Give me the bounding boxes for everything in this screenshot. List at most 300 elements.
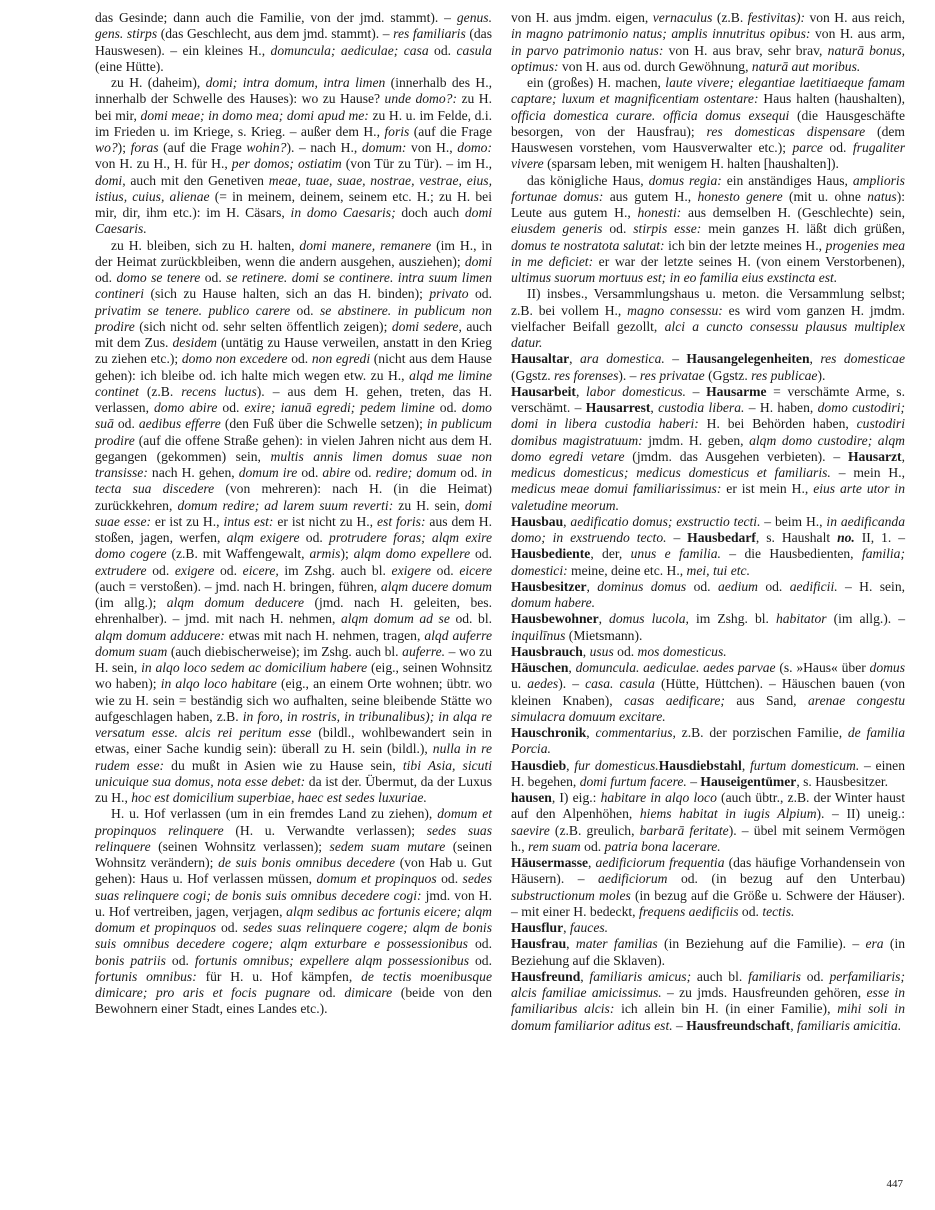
text-run: , [575,383,587,399]
headword: Hausbewohner [511,611,599,627]
latin-phrase: domus lucola, [609,611,689,627]
text-run: , [582,643,590,659]
latin-phrase: domo non excedere [181,351,288,367]
latin-phrase: magno consessu: [627,302,723,318]
latin-phrase: in parvo patrimonio natus: [511,42,664,58]
text-run: – einen H. begehen, [511,757,905,789]
headword: Häusermasse [511,855,589,870]
latin-phrase: domo: [457,140,493,155]
text-run: od. [456,465,482,480]
text-run: (Ggstz. [511,367,555,383]
text-run: er ist mein H., [721,481,814,497]
text-run: , [566,936,576,952]
text-run: – mein H., [830,465,905,480]
text-run: Haus halten (haushalten), [758,91,906,107]
text-run: od. [434,400,462,415]
text-run: (in Beziehung auf die Sklaven). [511,936,906,968]
latin-phrase: eius arte utor in valetudine meorum. [511,481,905,513]
text-run: , [566,757,575,773]
latin-phrase: perfamiliaris; alcis familiae amicissimus. [511,968,905,1000]
latin-phrase: se retinere. domi se continere. intra suum limen contineri [95,270,492,302]
latin-phrase: ultimus suorum mortuus est; in eo familia eius exstincta est. [511,270,838,285]
latin-phrase: arenae congestu simulacra domuum excitare. [511,692,905,724]
latin-phrase: domi furtum facere. [579,773,687,789]
text-run: (auch = verstoßen). – jmd. nach H. bringen, führen, [95,578,381,594]
text-run: (auch übtr., z.B. der Winter haust auf den Alpenhöhen, [511,790,906,822]
latin-phrase: alqm sedibus ac fortunis eicere; alqm domum et propinquos [95,903,492,935]
text-run: ). – aus dem H. gehen, treten, das H. verlassen, [95,383,492,415]
text-run: , [741,757,750,773]
text-run: (von Tür zu Tür). – im H., [341,156,492,172]
entry-paragraph [511,286,905,351]
latin-phrase: domi [464,253,492,269]
text-run: – beim H., [760,513,827,529]
latin-phrase: familiaris [748,968,801,984]
latin-phrase: dimicare [344,985,393,1000]
text-run: od. [738,903,763,919]
text-run: , I) eig.: [551,790,601,805]
text-run: od. [310,985,345,1000]
latin-phrase: ara domestica. [579,351,665,367]
text-run: , [568,660,576,675]
text-run: (von mehreren): nach H. (in die Heimat) zurückkehren, [95,481,492,513]
dictionary-entry [511,725,905,758]
page-number: 447 [886,1178,903,1190]
text-run: – [686,773,701,789]
text-run: od. [216,920,243,935]
latin-phrase: inquilīnus [511,627,566,643]
headword: Hausarrest [585,400,651,415]
text-run: zu H. u. im Felde, d.i. im Frieden u. im Kriege, s. Krieg. – außer dem H., [95,107,492,139]
text-run: (im allg.); [95,595,167,610]
latin-phrase: officia domestica curare. officia domus exsequi [511,107,790,123]
text-run: od. [436,871,463,887]
latin-phrase: frequens aedificiis [638,903,739,919]
latin-phrase: alqm domo custodire; alqm domo egredi vetare [511,432,905,464]
headword: Hausbediente [511,546,591,562]
text-run: (sparsam leben, mit wenigem H. halten [haushalten]). [543,156,839,172]
latin-phrase: sedes suas relinquere [95,822,492,854]
latin-phrase: tibi Asia, sicuti unicuique sua domus, nota esse debet: [95,757,493,789]
latin-phrase: domi suae esse: [95,497,492,529]
latin-phrase: wo? [95,140,118,155]
text-run: od. [299,530,330,545]
text-run: (untätig zu Hause verweilen, anstatt in den Krieg zu ziehen etc.); [95,335,492,367]
latin-phrase: in tecta sua discedere [95,465,492,497]
latin-phrase: honesti: [637,205,682,220]
latin-phrase: domuncula. aediculae. aedes parvae [575,660,776,675]
text-run: , [901,448,905,464]
latin-phrase: auferre. [402,643,446,659]
text-run: od. [757,578,790,594]
headword: Hausfreund [511,968,581,984]
latin-phrase: casas aedificare; [624,692,725,708]
text-run: – H. haben, [744,400,818,415]
text-run: von H. aus od. durch Gewöhnung, [558,58,752,74]
latin-phrase: honesto genere [697,188,783,204]
latin-phrase: fauces. [569,920,609,935]
headword: Hausarme [706,383,767,399]
latin-phrase: era [865,936,884,952]
text-run: – [666,530,688,545]
latin-phrase: domo custodiri; domi in libera custodia haberi: [511,400,906,432]
latin-phrase: familiaris amicitia. [797,1017,902,1033]
latin-phrase: aedificiorum [597,871,668,887]
latin-phrase: fortunis omnibus: [95,968,197,984]
text-run: – zu jmds. Hausfreunden gehören, [661,985,867,1000]
latin-phrase: alqd me limine continet [95,367,493,399]
text-run: od. [287,351,312,367]
text-run: od. [214,562,243,578]
latin-phrase: desidem [172,335,217,350]
latin-phrase: eicere, [242,562,279,578]
text-run: , [586,725,596,740]
text-run: ich allein bin H. (in einer Familie), [614,1001,838,1017]
text-run: von H. aus arm, [810,26,905,42]
text-run: mein ganzes H. läßt dich grüßen, [701,221,905,237]
text-run: , [580,968,590,984]
text-run: od. [469,952,492,968]
latin-phrase: meae, tuae, suae, nostrae, vestrae, eius, istius, cuius, alienae [95,172,492,204]
text-run: (z.B. mit Waffengewalt, [166,546,310,562]
text-run: od. [217,400,245,415]
text-run: (das häufige Vorhandensein von Häusern). – [511,855,906,887]
latin-phrase: sedem suam mutare [329,838,446,854]
text-run: , auch mit dem Zus. [95,318,493,350]
number-abbreviation: no. [837,530,855,545]
latin-phrase: commentarius, [595,725,676,740]
text-run: (sich nicht od. sehr selten öffentlich zeigen); [134,318,392,334]
headword: Hausbau [511,513,564,529]
text-run: H. bei Behörden haben, [698,416,857,432]
text-run: , [569,351,580,367]
text-run: od. [165,952,195,968]
latin-phrase: domum redire; ad larem suum reverti: [177,497,394,513]
dictionary-entry [511,969,905,1034]
text-run: ). – II) uneig.: [816,806,906,822]
text-run: od. [428,42,457,58]
latin-phrase: domuncula; aediculae; casa [270,42,429,58]
text-run: , [650,400,659,415]
latin-phrase: bonis patriis [95,952,166,968]
latin-phrase: extrudere [95,562,147,578]
headword: Hauseigentümer [700,773,797,789]
text-run: du mußt in Asien wie zu Hause sein, [164,757,403,773]
entry-paragraph [95,10,492,75]
latin-phrase: de suis bonis omnibus decedere [218,855,396,870]
latin-phrase: alqm domum adducere: [95,627,225,643]
latin-phrase: alqm exigere [226,530,300,545]
text-run: u. [511,676,528,692]
latin-phrase: res publicae [751,367,818,383]
latin-phrase: non egredi [311,351,371,367]
text-run: od. [290,302,320,318]
dictionary-entry [511,644,905,660]
dictionary-entry [511,579,905,612]
text-run: ). [817,367,826,383]
text-run: ). – nach H., [286,140,362,155]
latin-phrase: unus e familia. [630,546,721,562]
text-run: ). – übel mit seinem Vermögen h., [511,822,905,854]
latin-phrase: stirpis esse: [633,221,702,237]
text-run: (Hütte, Hüttchen). – Häuschen bauen (von kleinen Knaben), [511,676,905,708]
text-run: , [809,351,821,367]
latin-phrase: privato [429,286,469,302]
text-run: auch bl. [691,968,749,984]
latin-phrase: domo se tenere [116,270,201,285]
text-run: das Gesinde; dann auch die Familie, von der jmd. stammt). – [95,10,457,25]
latin-phrase: protrudere foras; alqm exire domo cogere [95,530,492,562]
text-run: jmdm. H. geben, [642,432,750,448]
latin-phrase: naturā aut moribus. [751,58,861,74]
text-run: (auf die offene Straße gehen): in vielen Jahren nicht aus dem H. gegangen (gekommen) sein, [95,432,492,464]
text-run: (die Hausgeschäfte besorgen, von der Hausfrau); [511,107,905,139]
text-run: od. (in bezug auf den Unterbau) [667,871,905,887]
latin-phrase: familia; domestici: [511,546,905,578]
latin-phrase: barbarā feritate [639,822,729,838]
latin-phrase: domus [869,660,906,675]
latin-phrase: alci a cuncto consessu plausus multiplex datur. [511,318,905,350]
text-run: od. [467,936,493,952]
latin-phrase: exigere [174,562,215,578]
text-run: zu H. bleiben, sich zu H. halten, [111,237,300,253]
latin-phrase: labor domesticus. [586,383,686,399]
text-run: (auf die Frage [409,123,492,139]
headword: Hausbedarf [687,530,756,545]
latin-phrase: unde domo?: [384,91,457,107]
text-run: zu H. sein, [393,497,465,513]
latin-phrase: in magno patrimonio natus; amplis innutritus opibus: [511,26,811,42]
headword: Hausflur [511,920,564,935]
latin-phrase: domum et propinquos relinquere [95,806,493,838]
latin-phrase: exigere [391,562,432,578]
latin-phrase: in alqo loco sedem ac domicilium habere [141,660,368,675]
latin-phrase: domum et propinquos [316,871,437,887]
latin-phrase: foras [130,140,159,155]
latin-phrase: intus est: [223,513,274,529]
latin-phrase: alqm domum deducere [166,595,305,610]
latin-phrase: aedificatio domus; exstructio tecti. [570,513,761,529]
latin-phrase: domi [95,172,123,188]
text-run: , s. Haushalt [755,530,838,545]
text-run: er war der letzte seines H. (von einem Verstorbenen), [593,253,905,269]
text-run: (beide von den Bewohnern einer Stadt, eines Landes etc.). [95,985,492,1017]
text-run: od. [470,546,493,562]
latin-phrase: wohin? [246,140,287,155]
text-run: von H. aus brav, sehr brav, [663,42,828,58]
latin-phrase: domum habere. [511,595,596,610]
headword: Hausangelegenheiten [686,351,810,367]
latin-phrase: patria bona lacerare. [604,838,721,854]
text-run: (das Geschlecht, aus dem jmd. stammt). – [157,26,394,42]
latin-phrase: sedes suas relinquere cogere; alqm de bonis suis omnibus decedere cogere; alqm exturbare e possessionibus [95,920,493,952]
headword: Hausfreundschaft [686,1017,791,1033]
text-run: , auch mit den Genetiven [122,172,269,188]
latin-phrase: aedificii. [789,578,838,594]
latin-phrase: fortunis omnibus; expellere alqm possessionibus [194,952,470,968]
text-run: z.B. der porzischen Familie, [675,725,848,740]
latin-phrase: mihi soli in domum familiarior aditus est. [511,1001,905,1033]
text-run: zu H. bei mir, [95,91,493,123]
text-run: aus demselben H. (Geschlechte) sein, [681,205,905,220]
text-run: (auch diebischerweise); im Zshg. auch bl. [167,643,403,659]
text-run: , [563,920,570,935]
latin-phrase: usus [589,643,614,659]
latin-phrase: privatim se tenere. publico carere [95,302,291,318]
latin-phrase: recens luctus [181,383,257,399]
latin-phrase: natus [867,188,897,204]
text-run: (das Hauswesen). – ein kleines H., [95,26,493,58]
text-run: od. [350,465,376,480]
latin-phrase: foris [384,123,410,139]
latin-phrase: domi meae; in domo mea; domi apud me: [140,107,369,123]
text-run: , der, [590,546,631,562]
left-column [95,10,492,1018]
text-run: (eig., an einem Orte wohnen; übtr. wo wie zu H. sein = beständig sich wo aufhalten, seine bleibende Stätte wo aufgeschlagen haben, z.B. [95,676,492,724]
text-run: von H. zu H., H. für H., [95,156,232,172]
dictionary-entry [511,758,905,791]
text-run: od. [800,968,830,984]
latin-phrase: est foris: [377,513,426,529]
text-run: für H. u. Hof kämpfen, [196,968,362,984]
entry-paragraph [511,173,905,287]
latin-phrase: casula [456,42,492,58]
latin-phrase: domi Caesaris. [95,205,493,237]
latin-phrase: mos domesticus. [637,643,727,659]
latin-phrase: de familia Porcia. [511,725,906,757]
latin-phrase: se abstinere. in publicum non prodire [95,302,492,334]
latin-phrase: aedibus efferre [138,416,221,432]
text-run: (mit u. ohne [782,188,868,204]
latin-phrase: custodia libera. [658,400,745,415]
entry-paragraph [95,238,492,807]
latin-phrase: rem suam [528,838,581,854]
text-run: (innerhalb des H., innerhalb der Schwelle des Hauses): wo zu Hause? [95,75,492,107]
latin-phrase: alqm ducere domum [380,578,492,594]
text-run: (dem Hauswesen vorstehen, vom Hausverwalter etc.); [511,123,905,155]
text-run: (eine Hütte). [95,58,164,74]
text-run: od. [113,416,139,432]
text-run: (im allg.). – [826,611,906,627]
latin-phrase: eiusdem generis [511,221,603,237]
text-run: , s. Hausbesitzer. [796,773,889,789]
dictionary-entry [511,514,905,579]
text-run: ); [117,140,131,155]
text-run: ein anständiges Haus, [721,172,853,188]
latin-phrase: in alqo loco habitare [160,676,277,692]
text-run: (nicht aus dem Hause gehen): ich bleibe od. ich halte mich wegen etw. zu H., [95,351,492,383]
latin-phrase: res domesticae [820,351,905,367]
latin-phrase: substructionum moles [511,887,631,903]
text-run: od. [686,578,718,594]
latin-phrase: aedificiorum frequentia [595,855,725,870]
latin-phrase: armis [309,546,341,562]
text-run: da ist der. Übermut, da der Luxus zu H., [95,773,492,805]
text-run: er ist zu H., [151,513,224,529]
headword: Häuschen [511,660,569,675]
latin-phrase: domus te nostratota salutat: [511,237,665,253]
text-run: von H. aus jmdm. eigen, [511,10,653,25]
latin-phrase: alqd auferre domum suam [95,627,492,659]
latin-phrase: domus regia: [648,172,722,188]
dictionary-entry [511,384,905,514]
text-run: , [588,855,596,870]
dictionary-entry [511,611,905,644]
text-run: , [563,513,571,529]
text-run: (jmd. nach H. geleiten, bes. ehrenhalber). – jmd. mit nach H. nehmen, [95,595,492,627]
text-run: od. [297,465,323,480]
headword: Hausarbeit [511,383,576,399]
text-run: (s. »Haus« über [775,660,870,675]
latin-phrase: fur domesticus. [574,757,659,773]
latin-phrase: domum ire [238,465,298,480]
text-run: , [598,611,610,627]
latin-phrase: esse in familiaribus alcis: [511,985,905,1017]
latin-phrase: laute vivere; elegantiae laetitiaeque famam captare; luxum et magnificentiam ostentare: [511,75,905,107]
text-run: od. [95,270,117,285]
headword: Hausarzt [847,448,902,464]
latin-phrase: aedes [527,676,559,692]
text-run: aus dem H. stoßen, jagen, werfen, [95,513,492,545]
latin-phrase: casa. casula [585,676,655,692]
headword: Hausbrauch [511,643,583,659]
text-run: (in Beziehung auf die Familie). – [657,936,866,952]
text-run: er ist nicht zu H., [273,513,377,529]
text-run: (Mietsmann). [565,627,643,643]
text-run: ): Leute aus gutem H., [511,188,906,220]
text-run: aus Sand, [724,692,808,708]
latin-phrase: genus. gens. stirps [95,10,492,42]
latin-phrase: custodiri domibus magistratuum: [511,416,905,448]
latin-phrase: in foro, in rostris, in tribunalibus); in alqa re versatum esse. alcis rei peritum esse [95,708,492,740]
latin-phrase: sedes suas relinquere cogi; de bonis suis omnibus decedere cogi: [95,871,492,903]
headword: Hausdieb [511,757,567,773]
latin-phrase: medicus domesticus; medicus domesticus et familiaris. [511,465,831,480]
latin-phrase: habitator [775,611,827,627]
latin-phrase: mater familias [575,936,658,952]
latin-phrase: abire [322,465,351,480]
text-run: – wo zu H. sein, [95,643,493,675]
text-run: (seinen Wohnsitz verändern); [95,838,492,870]
headword: Hausbesitzer [511,578,587,594]
latin-phrase: in aedificanda domo; in exstruendo tecto. [511,513,906,545]
right-column [511,10,905,1034]
text-run: ); [340,546,354,562]
latin-phrase: redire; domum [375,465,457,480]
text-run: – H. sein, [837,578,906,594]
text-run: (eig., seinen Wohnsitz wo haben); [95,660,492,692]
text-run: nach H. gehen, [147,465,239,480]
latin-phrase: frugaliter vivere [511,140,905,172]
entry-paragraph [95,806,492,1017]
text-run: (sich zu Hause halten, sich an das H. binden); [144,286,430,302]
latin-phrase: hoc est domicilium superbiae, haec est sedes luxuriae. [131,790,427,805]
latin-phrase: multis annis limen domus suae non transisse: [95,448,492,480]
latin-phrase: in domo Caesaris; [290,205,396,220]
latin-phrase: domo abire [153,400,218,415]
entry-paragraph [511,75,905,173]
headword: hausen [511,790,552,805]
latin-phrase: festivitas): [747,10,806,25]
latin-phrase: progenies mea in me deficiet: [511,237,905,269]
text-run: od. [146,562,175,578]
dictionary-entry [511,920,905,936]
text-run: ). – [618,367,640,383]
latin-phrase: nulla in re rudem esse: [95,741,492,773]
text-run: meine, deine etc. H., [567,562,687,578]
text-run: od. [613,643,638,659]
dictionary-entry [511,790,905,855]
